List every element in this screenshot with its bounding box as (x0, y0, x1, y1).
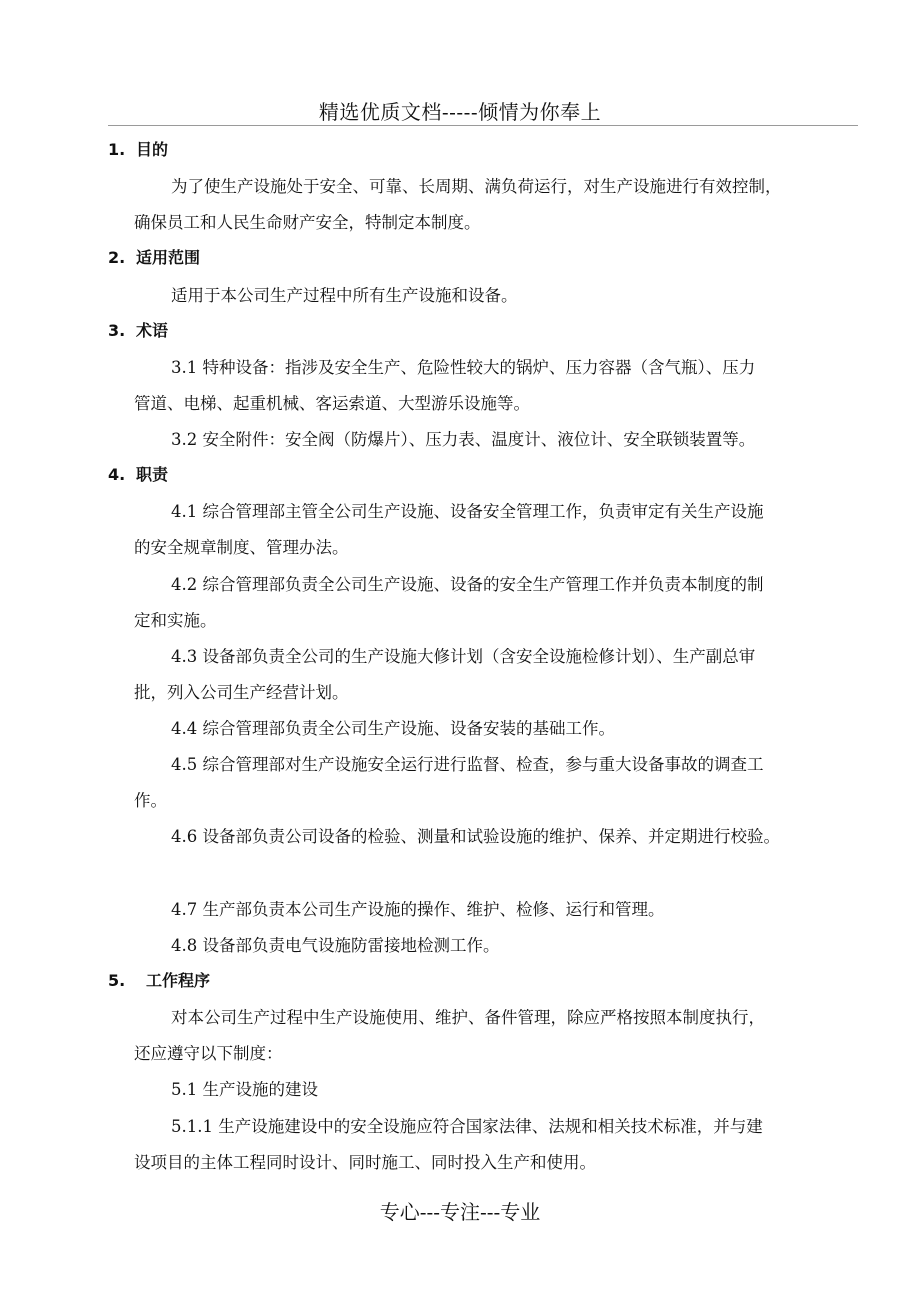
page-footer: 专心---专注---专业 (379, 1200, 541, 1224)
section-number: 4. (108, 465, 126, 484)
section-title: 工作程序 (146, 971, 211, 990)
section-number: 3. (108, 321, 126, 340)
paragraph-line: 4.7 生产部负责本公司生产设施的操作、维护、检修、运行和管理。 (171, 900, 665, 919)
section-title: 职责 (136, 465, 169, 484)
paragraph-line: 设项目的主体工程同时设计、同时施工、同时投入生产和使用。 (134, 1153, 596, 1172)
section-number: 1. (108, 140, 126, 159)
section-heading-5 (108, 968, 210, 991)
section-heading-1 (108, 137, 168, 160)
header-rule (108, 125, 858, 126)
paragraph-line: 适用于本公司生产过程中所有生产设施和设备。 (171, 286, 518, 305)
paragraph-line: 还应遵守以下制度： (134, 1044, 283, 1063)
section-heading-3 (108, 318, 168, 341)
section-number: 2. (108, 248, 126, 267)
paragraph-line: 4.8 设备部负责电气设施防雷接地检测工作。 (171, 936, 500, 955)
section-heading-2 (108, 245, 200, 268)
paragraph-line: 批，列入公司生产经营计划。 (134, 683, 349, 702)
section-title: 目的 (136, 140, 169, 159)
paragraph-line: 4.5 综合管理部对生产设施安全运行进行监督、检查，参与重大设备事故的调查工 (171, 755, 764, 774)
paragraph-line: 作。 (134, 791, 167, 810)
section-heading-4 (108, 462, 168, 485)
paragraph-line: 4.3 设备部负责全公司的生产设施大修计划（含安全设施检修计划）、生产副总审 (171, 647, 756, 666)
paragraph-line: 4.2 综合管理部负责全公司生产设施、设备的安全生产管理工作并负责本制度的制 (171, 575, 764, 594)
paragraph-line: 4.6 设备部负责公司设备的检验、测量和试验设施的维护、保养、并定期进行校验。 (171, 827, 780, 846)
paragraph-line: 5.1 生产设施的建设 (171, 1080, 318, 1099)
section-title: 适用范围 (136, 248, 201, 267)
section-number: 5. (108, 971, 126, 990)
paragraph-line: 的安全规章制度、管理办法。 (134, 538, 349, 557)
paragraph-line: 4.4 综合管理部负责全公司生产设施、设备安装的基础工作。 (171, 719, 615, 738)
paragraph-line: 为了使生产设施处于安全、可靠、长周期、满负荷运行，对生产设施进行有效控制， (171, 177, 782, 196)
paragraph-line: 4.1 综合管理部主管全公司生产设施、设备安全管理工作，负责审定有关生产设施 (171, 502, 764, 521)
paragraph-line: 3.2 安全附件：安全阀（防爆片）、压力表、温度计、液位计、安全联锁装置等。 (171, 430, 756, 449)
section-title: 术语 (136, 321, 169, 340)
paragraph-line: 5.1.1 生产设施建设中的安全设施应符合国家法律、法规和相关技术标准，并与建 (171, 1117, 763, 1136)
paragraph-line: 3.1 特种设备：指涉及安全生产、危险性较大的锅炉、压力容器（含气瓶）、压力 (171, 358, 756, 377)
paragraph-line: 确保员工和人民生命财产安全，特制定本制度。 (134, 213, 481, 232)
page-header: 精选优质文档-----倾情为你奉上 (318, 100, 602, 124)
paragraph-line: 对本公司生产过程中生产设施使用、维护、备件管理，除应严格按照本制度执行， (171, 1008, 765, 1027)
paragraph-line: 定和实施。 (134, 611, 217, 630)
paragraph-line: 管道、电梯、起重机械、客运索道、大型游乐设施等。 (134, 394, 530, 413)
